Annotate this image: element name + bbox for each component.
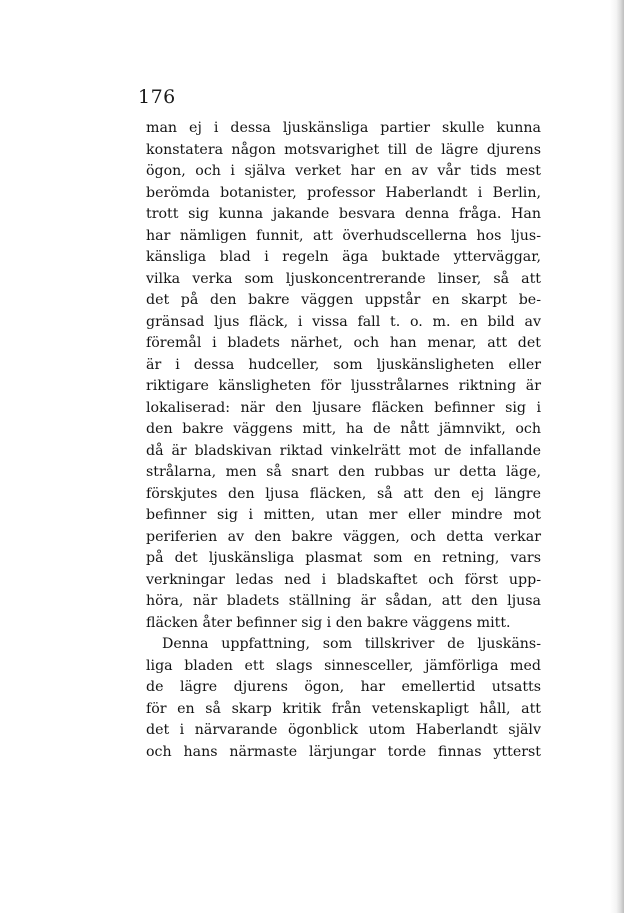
body-text <box>146 118 541 763</box>
text-line: trott sig kunna jakande besvara denna fråga. Han <box>146 206 541 222</box>
text-line: det på den bakre väggen uppstår en skarpt be- <box>146 292 541 308</box>
text-line: ögon, och i själva verket har en av vår tids mest <box>146 163 541 179</box>
text-line: man ej i dessa ljuskänsliga partier skulle kunna <box>146 120 541 136</box>
text-line: lokaliserad: när den ljusare fläcken befinner sig i <box>146 399 541 416</box>
text-line: befinner sig i mitten, utan mer eller mindre mot <box>146 507 541 523</box>
text-line: har nämligen funnit, att överhudscellerna hos ljus- <box>146 227 541 244</box>
paragraph-start-line: Denna uppfattning, som tillskriver de ljuskäns- <box>162 636 541 652</box>
text-line: berömda botanister, professor Haberlandt i Berlin, <box>146 184 541 201</box>
text-line: då är bladskivan riktad vinkelrätt mot de infallande <box>146 442 541 459</box>
text-line: riktigare känsligheten för ljusstrålarnes riktning är <box>146 378 541 394</box>
text-line: liga bladen ett slags sinnesceller, jämförliga med <box>146 657 541 674</box>
paragraph-end-line: fläcken åter befinner sig i den bakre väggens mitt. <box>146 614 511 631</box>
text-line: de lägre djurens ögon, har emellertid utsatts <box>146 679 541 695</box>
text-line: konstatera någon motsvarighet till de lägre djurens <box>146 141 541 158</box>
page-number: 176 <box>138 86 176 108</box>
text-line: periferien av den bakre väggen, och detta verkar <box>146 528 541 545</box>
text-line: känsliga blad i regeln äga buktade ytterväggar, <box>146 249 541 265</box>
text-line: för en så skarp kritik från vetenskapligt håll, att <box>146 700 541 717</box>
text-line: förskjutes den ljusa fläcken, så att den ej längre <box>146 485 541 502</box>
text-line: vilka verka som ljuskoncentrerande linser, så att <box>146 270 541 287</box>
text-line: på det ljuskänsliga plasmat som en retning, vars <box>146 550 541 566</box>
text-line: gränsad ljus fläck, i vissa fall t. o. m. en bild av <box>146 313 541 330</box>
text-line: höra, när bladets ställning är sådan, att den ljusa <box>146 593 541 609</box>
text-line: verkningar ledas ned i bladskaftet och först upp- <box>146 571 541 588</box>
text-line: föremål i bladets närhet, och han menar, att det <box>146 335 541 351</box>
text-line: strålarna, men så snart den rubbas ur detta läge, <box>146 464 541 480</box>
text-line: det i närvarande ögonblick utom Haberlandt själv <box>146 722 541 738</box>
page-edge-shadow <box>610 0 624 913</box>
text-line: är i dessa hudceller, som ljuskänsligheten eller <box>146 356 541 373</box>
text-line: den bakre väggens mitt, ha de nått jämnvikt, och <box>146 421 541 437</box>
text-line: och hans närmaste lärjungar torde finnas ytterst <box>146 743 541 760</box>
